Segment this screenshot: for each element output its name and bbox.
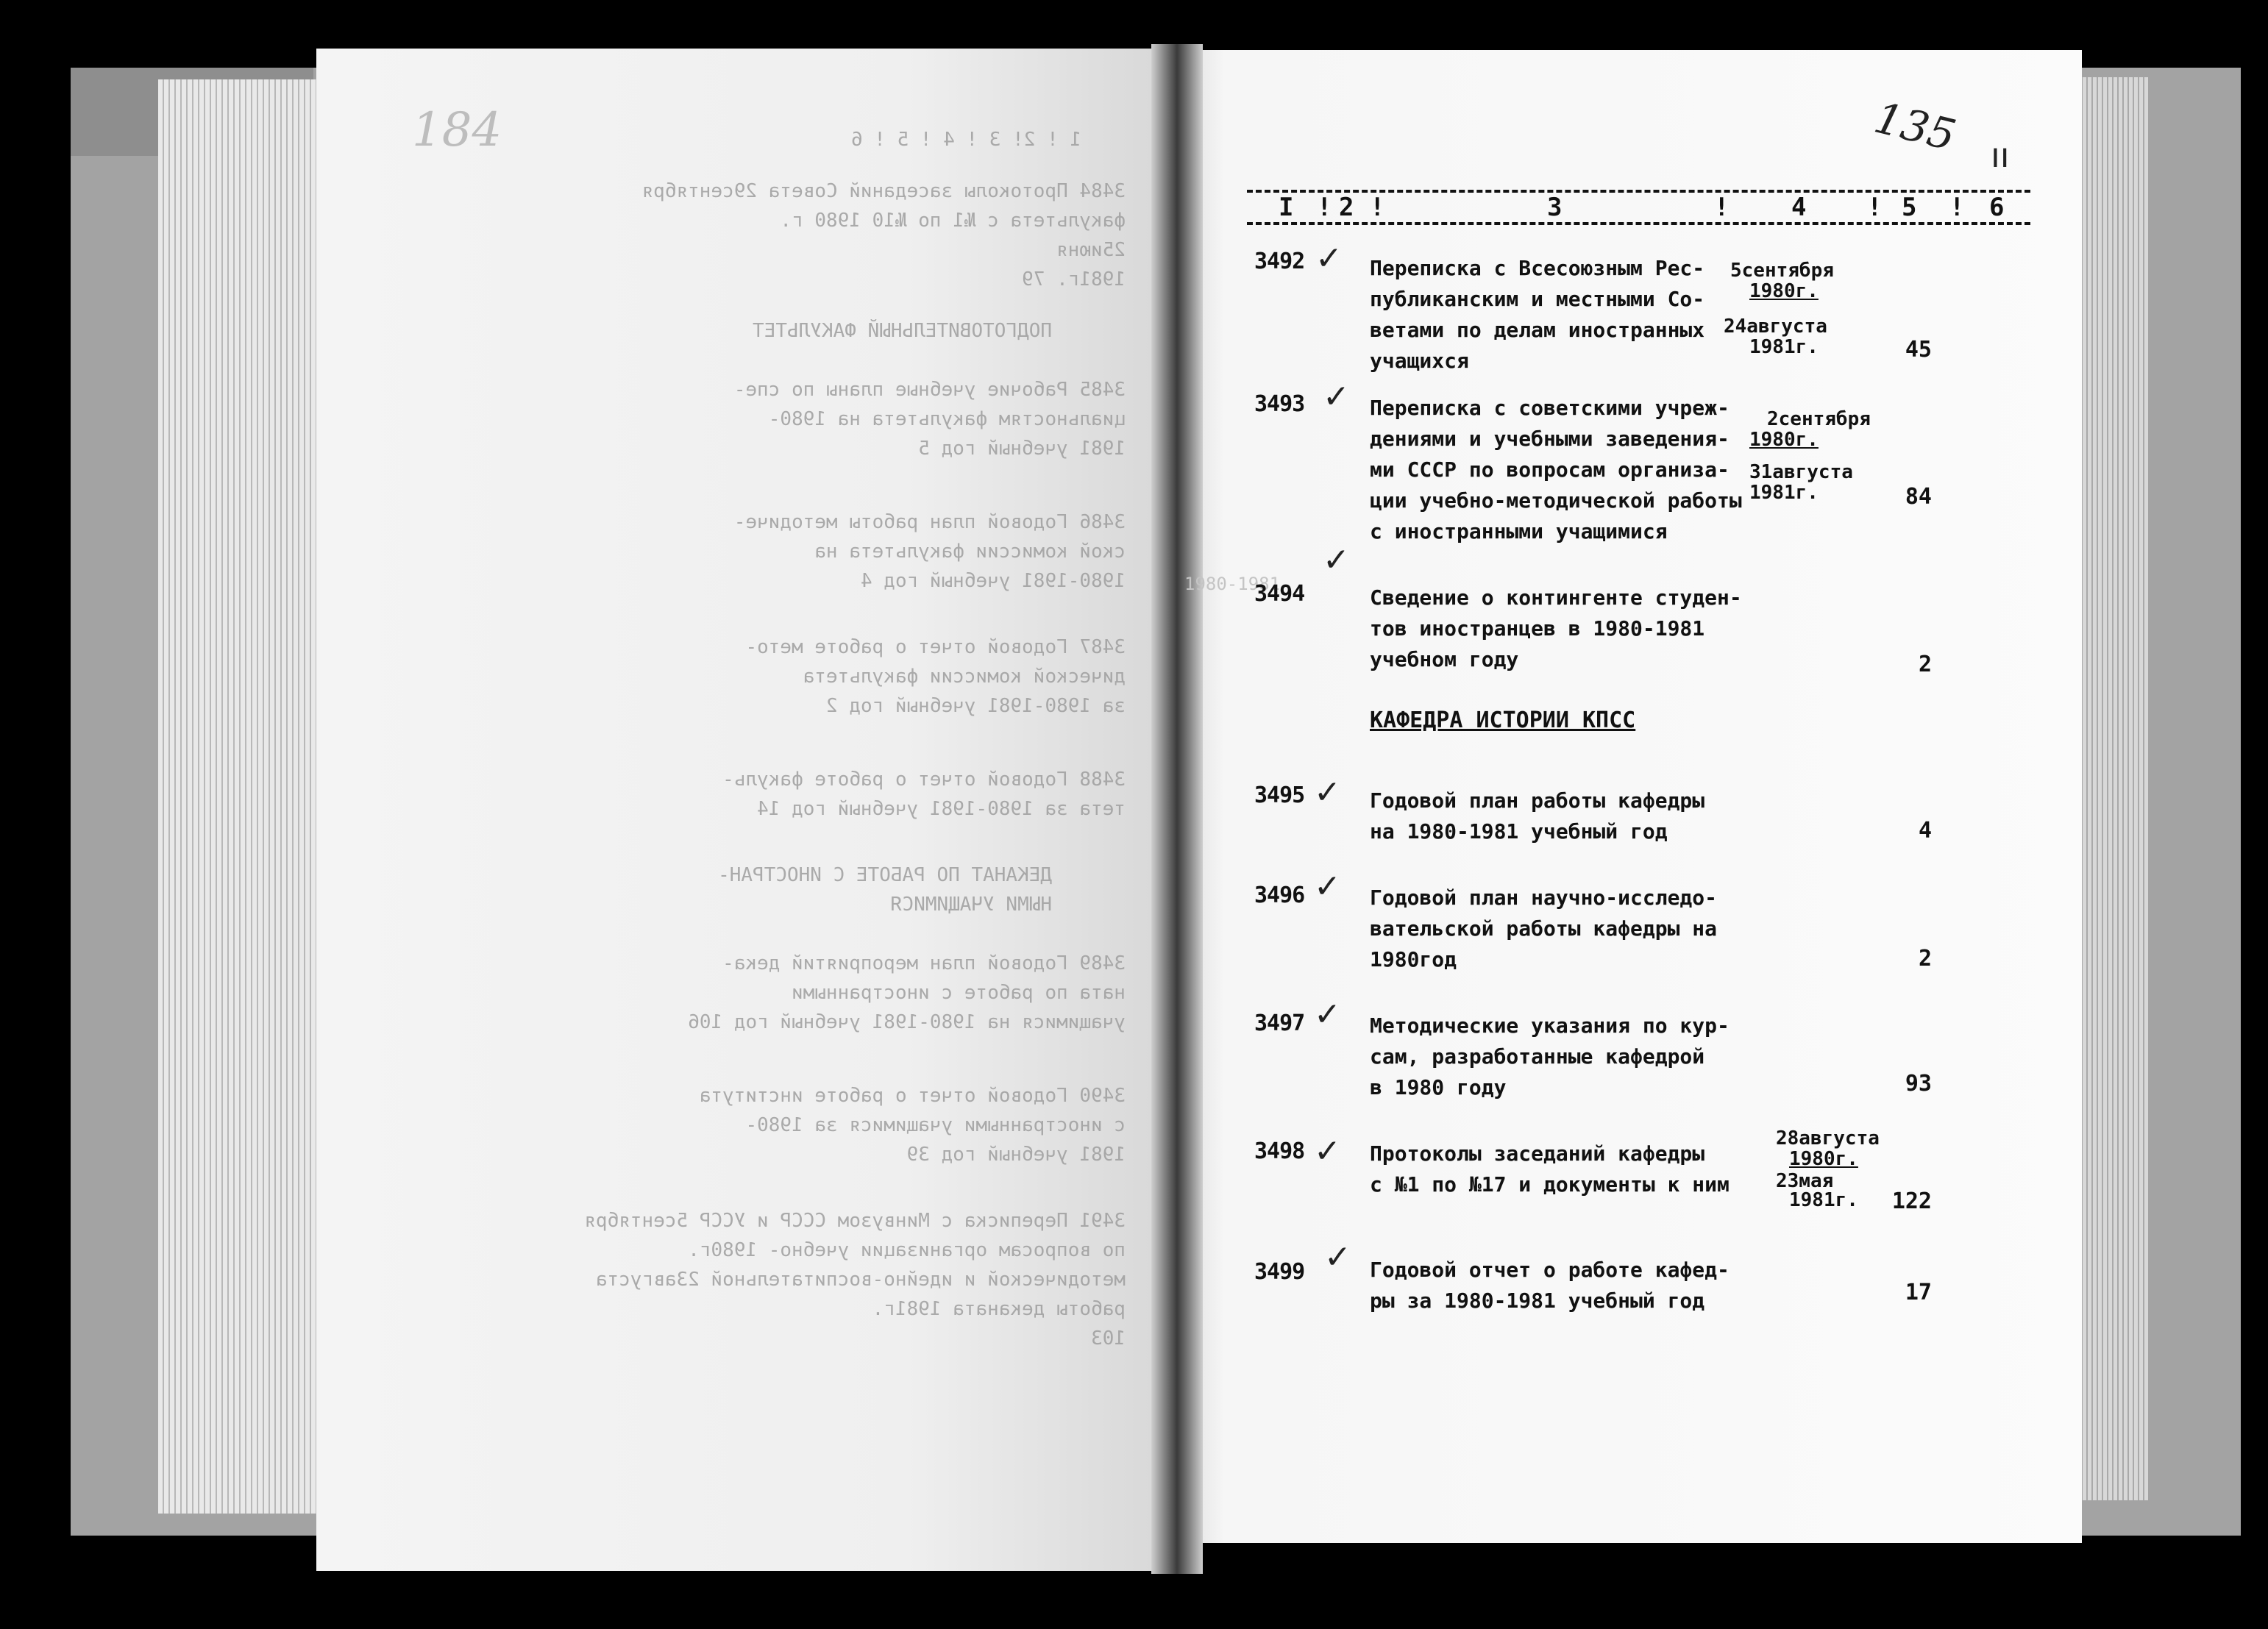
date-start-year: 1980г. xyxy=(1749,429,1819,451)
col-sep: ! xyxy=(1714,193,1730,222)
date-end: 23мая xyxy=(1776,1170,1834,1192)
record-number: 3495 xyxy=(1254,783,1305,808)
ghost-line: методической и идейно-воспитательной 23августа xyxy=(595,1269,1126,1291)
ghost-line: 3487 Годовой отчет о работе мето- xyxy=(745,636,1126,658)
sheet-count: 84 xyxy=(1905,484,1932,510)
check-mark-icon: ✓ xyxy=(1314,774,1341,811)
record-title: Годовой план работы кафедры на 1980-1981 учебный год xyxy=(1370,788,1705,844)
ghost-line: 25июня xyxy=(1056,239,1126,261)
record-title: Методические указания по кур- сам, разработанные кафедрой в 1980 году xyxy=(1370,1013,1730,1099)
ghost-line: 103 xyxy=(1091,1327,1126,1350)
ghost-line: по вопросам организации учебно- 1980г. xyxy=(688,1239,1126,1261)
folio-mark: ıı xyxy=(1991,135,2010,175)
ghost-line: 3485 Рабочие учебные планы по спе- xyxy=(733,379,1126,401)
sheet-count: 17 xyxy=(1905,1280,1932,1305)
ghost-header: 1 ! 2! 3 ! 4 ! 5 ! 6 xyxy=(850,129,1081,151)
col-5: 5 xyxy=(1902,193,1917,222)
book-gutter xyxy=(1151,44,1203,1574)
ghost-folio: 184 xyxy=(412,103,502,157)
record-number: 3494 xyxy=(1254,581,1305,607)
check-mark-icon: ✓ xyxy=(1314,868,1341,905)
check-mark-icon: ✓ xyxy=(1324,1238,1351,1276)
section-heading: КАФЕДРА ИСТОРИИ КПСС xyxy=(1370,707,1636,733)
ghost-line: 3484 Протоколы заседаний Совета 29сентября xyxy=(641,180,1126,202)
col-sep: ! xyxy=(1867,193,1883,222)
ghost-line: 1981г. 79 xyxy=(1022,268,1126,290)
date-start: 5сентября xyxy=(1730,260,1834,282)
date-start-year: 1980г. xyxy=(1789,1148,1858,1170)
check-mark-icon: ✓ xyxy=(1314,996,1341,1033)
ghost-line: ната по работе с иностранными xyxy=(792,982,1126,1004)
ghost-line: 3490 Годовой отчет о работе института xyxy=(699,1085,1126,1107)
ghost-line: учащимися на 1980-1981 учебный год 106 xyxy=(688,1011,1126,1033)
date-end: 24августа xyxy=(1724,316,1827,338)
ghost-line: дической комиссии факультета xyxy=(803,666,1126,688)
ghost-trace: 1980-1981 xyxy=(1184,574,1281,594)
record-number: 3498 xyxy=(1254,1138,1305,1164)
date-end-year: 1981г. xyxy=(1789,1189,1858,1211)
ghost-line: ДЕКАНАТ ПО РАБОТЕ С ИНОСТРАН- xyxy=(718,864,1052,886)
header-rule-bottom xyxy=(1247,222,2030,225)
ghost-line: с иностранными учащимися за 1980- xyxy=(745,1114,1126,1136)
ghost-line: ской комиссии факультета на xyxy=(814,541,1126,563)
sheet-count: 2 xyxy=(1918,652,1932,677)
col-2: 2 xyxy=(1339,193,1354,222)
record-title: Годовой отчет о работе кафед- ры за 1980-1981 учебный год xyxy=(1370,1258,1730,1313)
record-number: 3496 xyxy=(1254,883,1305,908)
ghost-line: работы деканата 1981г. xyxy=(872,1298,1126,1320)
ghost-line: 3486 Годовой план работы методиче- xyxy=(733,511,1126,533)
col-1: I xyxy=(1279,193,1294,222)
record-number: 3497 xyxy=(1254,1010,1305,1036)
date-start: 2сентября xyxy=(1767,408,1871,430)
ghost-line: 3491 Переписка с Минвузом СССР и УССР 5сентября xyxy=(584,1210,1126,1232)
col-4: 4 xyxy=(1791,193,1807,222)
date-start: 28августа xyxy=(1776,1127,1880,1149)
date-end-year: 1981г. xyxy=(1749,336,1819,358)
check-mark-icon: ✓ xyxy=(1323,541,1350,579)
record-title: Переписка с Всесоюзным Рес- публиканским и местными Со- ветами по делам иностранных учащихся xyxy=(1370,256,1705,373)
folio-number: 135 xyxy=(1869,92,1961,161)
ghost-line: 1980-1981 учебный год 4 xyxy=(860,570,1126,592)
ghost-line: 1981 учебный год 5 xyxy=(918,438,1126,460)
sheet-count: 122 xyxy=(1891,1188,1932,1214)
sheet-count: 2 xyxy=(1918,946,1932,972)
record-title: Годовой план научно-исследо- вательской работы кафедры на 1980год xyxy=(1370,885,1718,972)
ghost-line: 3488 Годовой отчет о работе факуль- xyxy=(722,769,1126,791)
record-title: Протоколы заседаний кафедры с №1 по №17 и документы к ним xyxy=(1370,1141,1730,1197)
column-header xyxy=(0,193,2268,222)
record-title: Переписка с советскими учреж- дениями и учебными заведения- ми СССР по вопросам организа- ции учебно-методической работы с иностранными учащимися xyxy=(1370,396,1742,543)
col-sep: ! xyxy=(1949,193,1965,222)
col-6: 6 xyxy=(1989,193,2005,222)
check-mark-icon: ✓ xyxy=(1315,240,1343,277)
ghost-line: циальностям факультета на 1980- xyxy=(768,408,1126,430)
ghost-line: тета за 1980-1981 учебный год 14 xyxy=(757,798,1126,820)
col-sep: ! xyxy=(1370,193,1385,222)
ghost-line: НЫМИ УЧАЩИМИСЯ xyxy=(890,894,1052,916)
record-number: 3493 xyxy=(1254,391,1305,417)
col-3: 3 xyxy=(1547,193,1563,222)
record-title: Сведение о контингенте студен- тов иностранцев в 1980-1981 учебном году xyxy=(1370,585,1742,671)
sheet-count: 45 xyxy=(1905,337,1932,363)
ghost-line: за 1980-1981 учебный год 2 xyxy=(826,695,1126,717)
date-start-year: 1980г. xyxy=(1749,280,1819,302)
col-sep: ! xyxy=(1317,193,1332,222)
sheet-count: 93 xyxy=(1905,1071,1932,1097)
sheet-count: 4 xyxy=(1918,818,1932,844)
date-end-year: 1981г. xyxy=(1749,482,1819,504)
ghost-line: ПОДГОТОВИТЕЛЬНЫЙ ФАКУЛЬТЕТ xyxy=(753,320,1052,342)
record-number: 3492 xyxy=(1254,249,1305,274)
ghost-line: факультета с №1 по №10 1980 г. xyxy=(780,210,1126,232)
check-mark-icon: ✓ xyxy=(1314,1133,1341,1170)
date-end: 31августа xyxy=(1749,461,1853,483)
check-mark-icon: ✓ xyxy=(1323,378,1350,416)
ghost-line: 3489 Годовой план мероприятий дека- xyxy=(722,952,1126,974)
ghost-line: 1981 учебный год 39 xyxy=(906,1144,1126,1166)
record-number: 3499 xyxy=(1254,1259,1305,1285)
